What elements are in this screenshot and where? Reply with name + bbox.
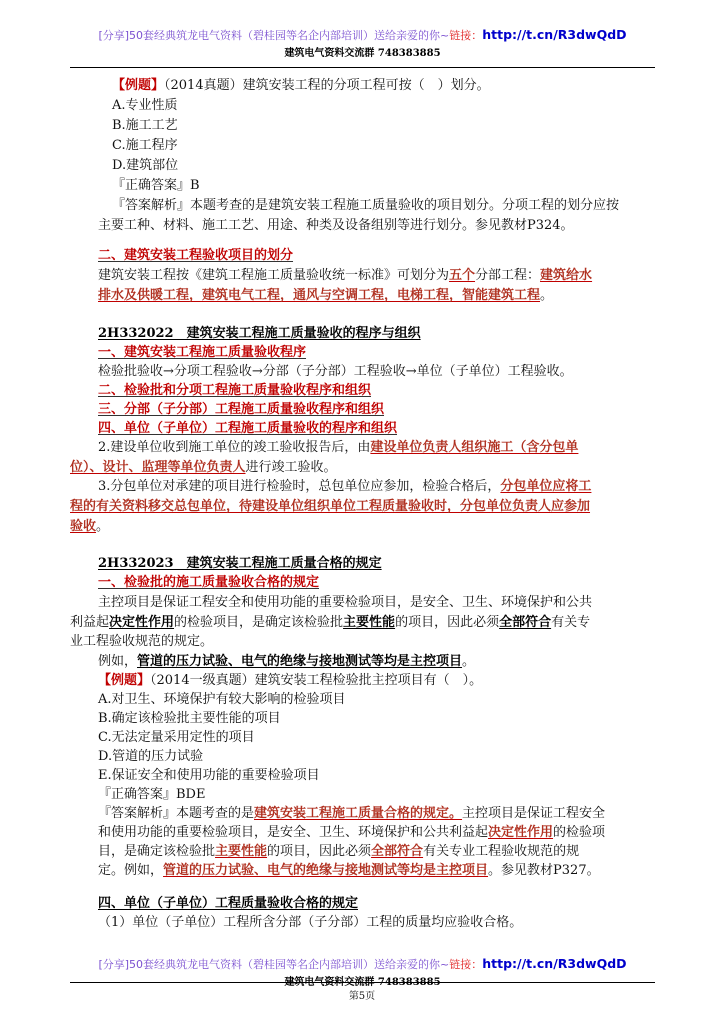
example1-analysis-line2: 主要工种、材料、施工工艺、用途、种类及设备组别等进行划分。参见教材P324。 xyxy=(98,218,574,233)
example-tag: 【例题】 xyxy=(98,673,151,688)
section2-heading: 二、建筑安装工程验收项目的划分 xyxy=(98,248,294,263)
page-footer xyxy=(70,956,655,988)
s22-item2-line2: 位）、设计、监理等单位负责人进行竣工验收。 xyxy=(70,460,337,475)
footer-group-line: 建筑电气资料交流群 748383885 xyxy=(284,977,441,988)
share-link[interactable]: http://t.cn/R3dwQdD xyxy=(482,27,627,42)
s22-heading4: 四、单位（子单位）工程施工质量验收的程序和组织 xyxy=(98,421,398,436)
footer-share-banner xyxy=(70,956,655,972)
s22-item2-line1: 2.建设单位收到施工单位的竣工验收报告后，由建设单位负责人组织施工（含分包单 xyxy=(98,440,579,455)
example2-option-b: B.确定该检验批主要性能的项目 xyxy=(98,711,281,726)
s22-heading3: 三、分部（子分部）工程施工质量验收程序和组织 xyxy=(98,402,385,417)
s22-heading2: 二、检验批和分项工程施工质量验收程序和组织 xyxy=(98,383,372,398)
example1-answer: 『正确答案』B xyxy=(112,178,200,193)
s22-item3-line1: 3.分包单位对承建的项目进行检验时，总包单位应参加，检验合格后，分包单位应将工 xyxy=(98,479,592,494)
share-banner xyxy=(70,27,655,43)
example1-analysis-line1: 『答案解析』本题考查的是建筑安装工程施工质量验收的项目划分。分项工程的划分应按 xyxy=(112,198,620,213)
s22-heading1: 一、建筑安装工程施工质量验收程序 xyxy=(98,345,307,360)
example2-option-c: C.无法定量采用定性的项目 xyxy=(98,730,255,745)
s22-item3-line3: 验收。 xyxy=(70,519,110,534)
s23-paragraph-line3: 业工程验收规范的规定。 xyxy=(70,634,214,649)
example2-analysis-line1: 『答案解析』本题考查的是建筑安装工程施工质量合格的规定。主控项目是保证工程安全 xyxy=(98,806,606,821)
page-number: 第5页 xyxy=(348,991,376,1002)
section2-paragraph-line2: 排水及供暖工程，建筑电气工程，通风与空调工程，电梯工程，智能建筑工程。 xyxy=(98,288,554,303)
example2-question: 【例题】（2014一级真题）建筑安装工程检验批主控项目有（ ）。 xyxy=(98,673,483,688)
s23-paragraph-line2: 利益起决定性作用的检验项目，是确定该检验批主要性能的项目，因此必须全部符合有关专 xyxy=(70,615,591,630)
example2-option-e: E.保证安全和使用功能的重要检验项目 xyxy=(98,768,320,783)
example2-answer: 『正确答案』BDE xyxy=(98,787,206,802)
section-code-2h332023: 2H332023 建筑安装工程施工质量合格的规定 xyxy=(98,556,382,571)
footer-divider xyxy=(70,982,655,983)
example2-analysis-line3: 目，是确定该检验批主要性能的项目，因此必须全部符合有关专业工程验收规范的规 xyxy=(98,844,580,859)
page-header xyxy=(70,27,655,59)
link-label: 链接： xyxy=(449,29,483,42)
section2-paragraph-line1: 建筑安装工程按《建筑工程施工质量验收统一标准》可划分为五个分部工程：建筑给水 xyxy=(98,268,593,283)
share-text: [分享]50套经典筑龙电气资料（碧桂园等名企内部培训）送给亲爱的你~ xyxy=(98,29,450,42)
footer-share-text: [分享]50套经典筑龙电气资料（碧桂园等名企内部培训）送给亲爱的你~ xyxy=(98,958,450,971)
section4-item1: （1）单位（子单位）工程所含分部（子分部）工程的质量均应验收合格。 xyxy=(98,915,523,930)
header-divider xyxy=(70,67,655,68)
example-tag: 【例题】 xyxy=(112,78,165,93)
group-line: 建筑电气资料交流群 748383885 xyxy=(284,48,441,59)
example1-question: 【例题】（2014真题）建筑安装工程的分项工程可按（ ）划分。 xyxy=(112,78,490,93)
example1-option-a: A.专业性质 xyxy=(112,98,178,113)
section-code-2h332022: 2H332022 建筑安装工程施工质量验收的程序与组织 xyxy=(98,326,421,341)
s23-paragraph-line1: 主控项目是保证工程安全和使用功能的重要检验项目，是安全、卫生、环境保护和公共 xyxy=(98,595,593,610)
example1-option-b: B.施工工艺 xyxy=(112,118,178,133)
example1-option-d: D.建筑部位 xyxy=(112,158,179,173)
footer-link-label: 链接： xyxy=(449,958,483,971)
example2-analysis-line4: 定。例如，管道的压力试验、电气的绝缘与接地测试等均是主控项目。参见教材P327。 xyxy=(98,863,600,878)
example2-analysis-line2: 和使用功能的重要检验项目，是安全、卫生、环境保护和公共利益起决定性作用的检验项 xyxy=(98,825,606,840)
s22-flow: 检验批验收→分项工程验收→分部（子分部）工程验收→单位（子单位）工程验收。 xyxy=(98,364,573,379)
example2-option-a: A.对卫生、环境保护有较大影响的检验项目 xyxy=(98,692,346,707)
s23-heading1: 一、检验批的施工质量验收合格的规定 xyxy=(98,575,320,590)
example1-option-c: C.施工程序 xyxy=(112,138,178,153)
s22-item3-line2: 程的有关资料移交总包单位，待建设单位组织单位工程质量验收时，分包单位负责人应参加 xyxy=(70,499,591,514)
section4-heading: 四、单位（子单位）工程质量验收合格的规定 xyxy=(98,896,359,911)
example2-option-d: D.管道的压力试验 xyxy=(98,749,204,764)
footer-share-link[interactable]: http://t.cn/R3dwQdD xyxy=(482,956,627,971)
s23-example-line: 例如，管道的压力试验、电气的绝缘与接地测试等均是主控项目。 xyxy=(98,654,476,669)
